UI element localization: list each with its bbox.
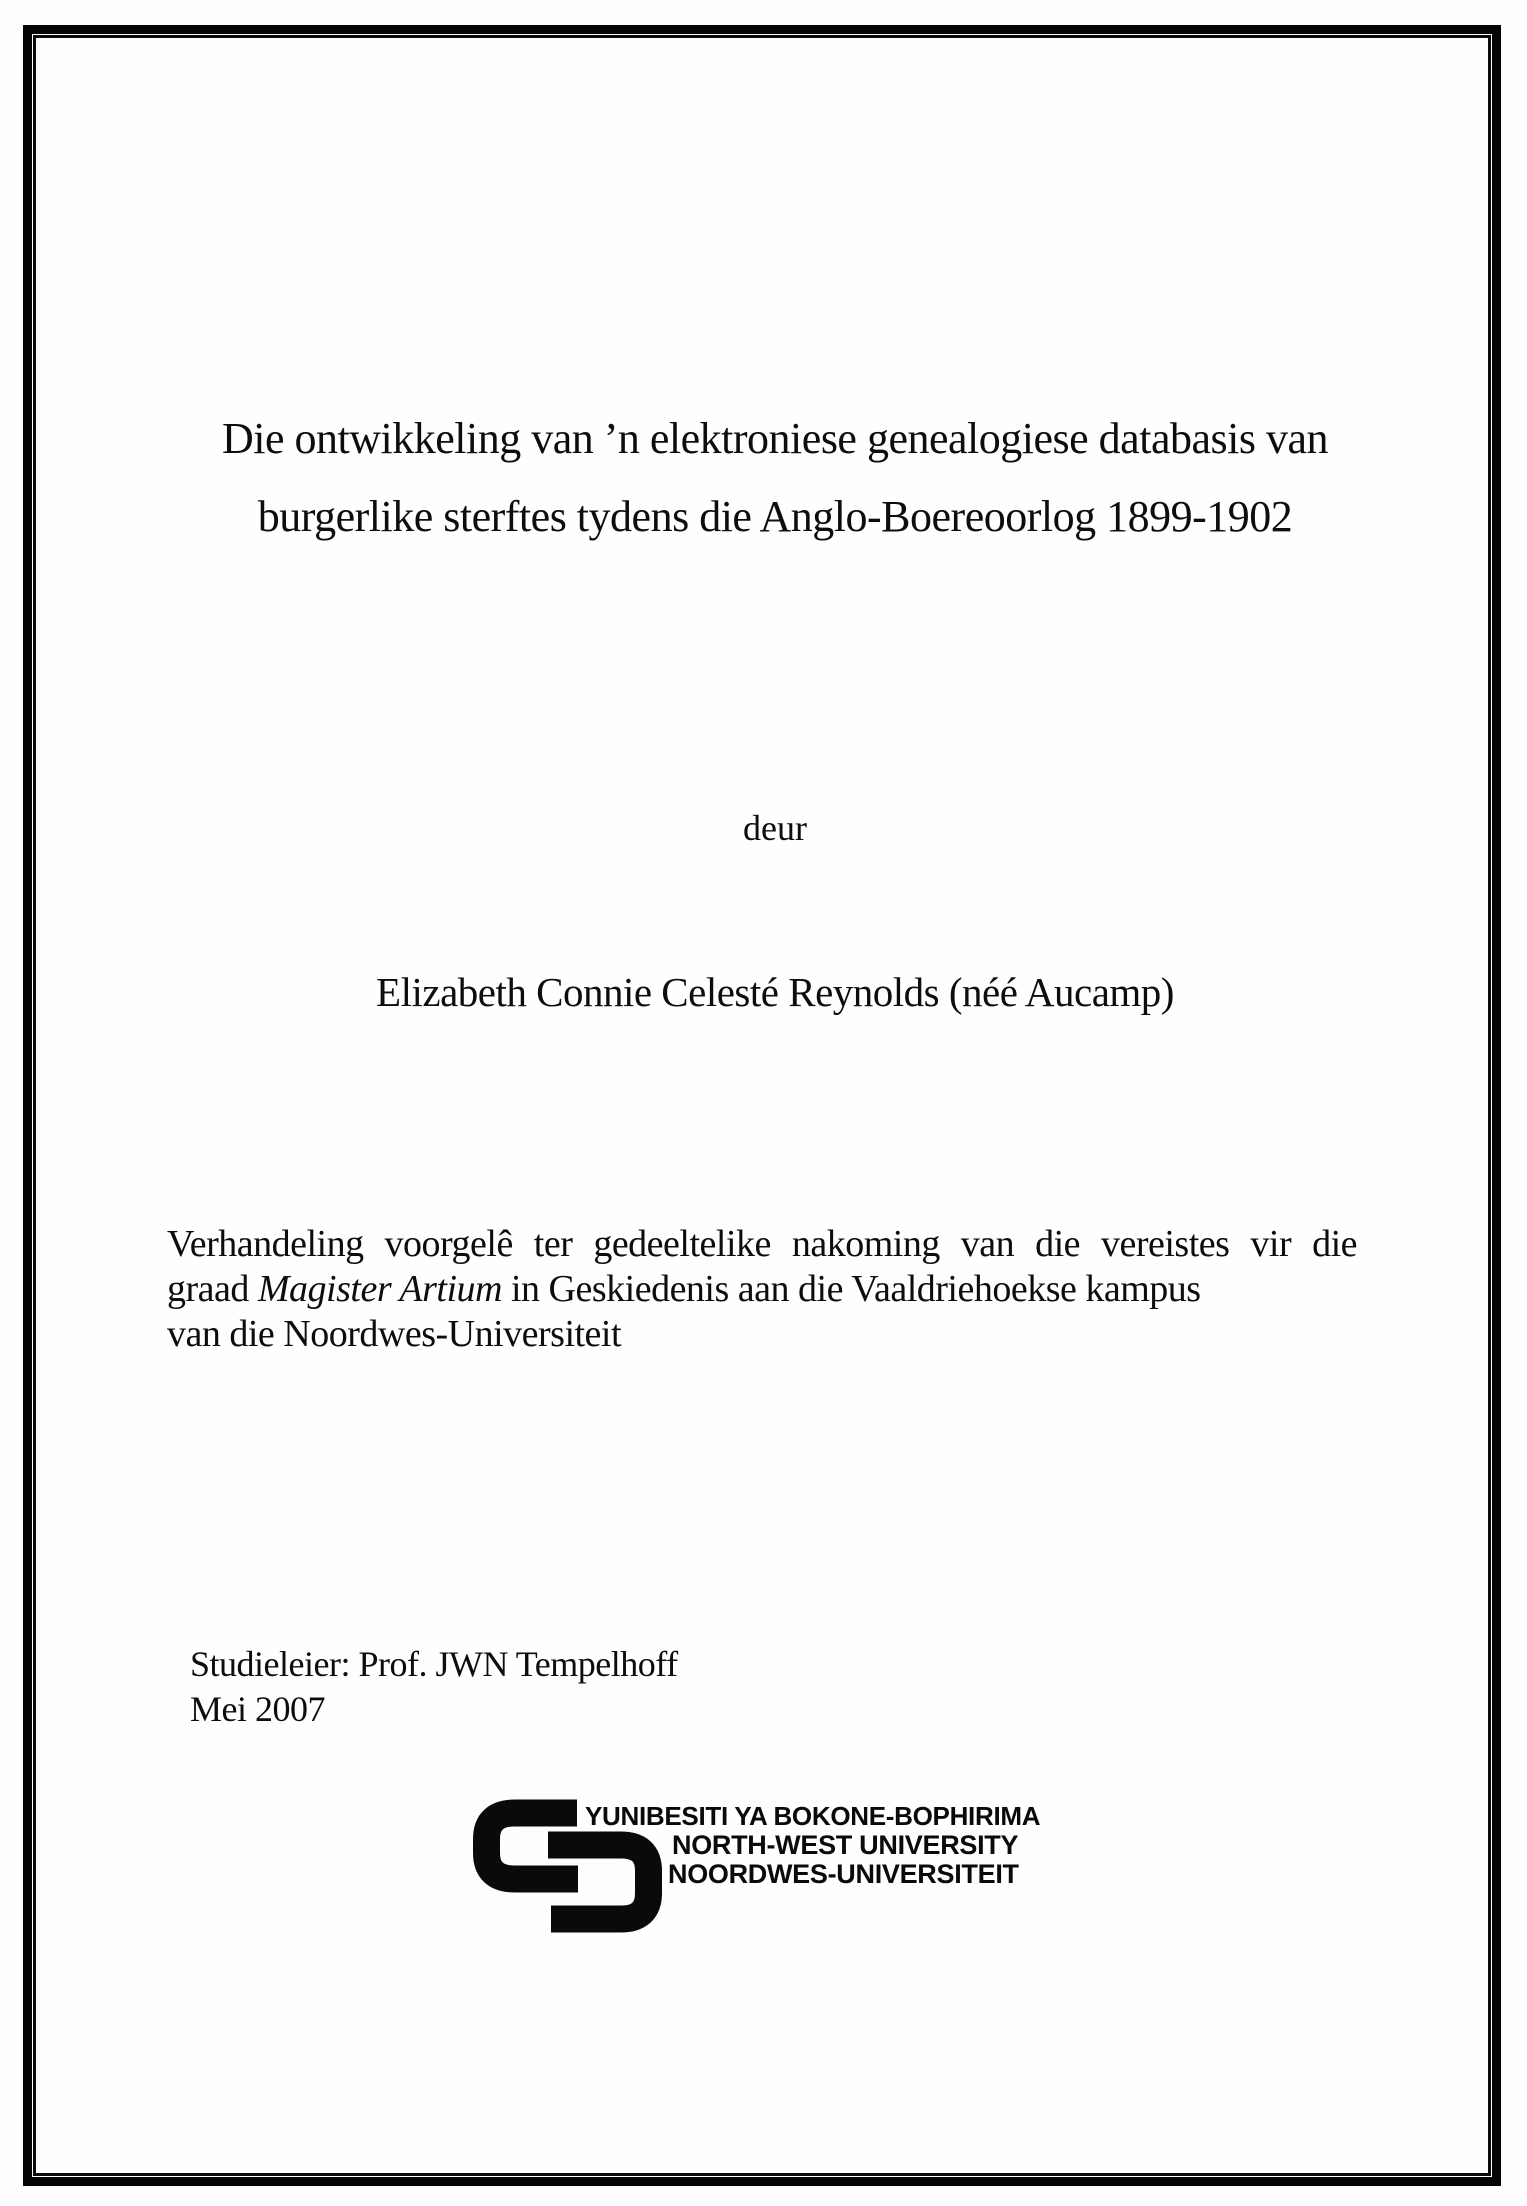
university-name-afrikaans: NOORDWES-UNIVERSITEIT: [668, 1859, 1019, 1889]
thesis-title-line2: burgerlike sterftes tydens die Anglo-Boereoorlog 1899-1902: [257, 492, 1293, 541]
thesis-title-line1: Die ontwikkeling van ’n elektroniese genealogiese databasis van: [221, 414, 1328, 463]
degree-statement-line2: [167, 1267, 1357, 1312]
degree-statement-line3: van die Noordwes-Universiteit: [167, 1313, 622, 1355]
university-name-setswana: YUNIBESITI YA BOKONE-BOPHIRIMA: [585, 1801, 1041, 1831]
thesis-title: [40, 400, 1510, 556]
supervisor-line: Studieleier: Prof. JWN Tempelhoff: [190, 1644, 678, 1684]
degree-statement: [167, 1222, 1357, 1357]
credits-block: [190, 1642, 678, 1732]
degree-statement-line2-suffix: in Geskiedenis aan die Vaaldriehoekse kampus: [501, 1268, 1201, 1310]
degree-name-italic: Magister Artium: [257, 1268, 502, 1310]
degree-statement-line1: Verhandeling voorgelê ter gedeeltelike nakoming van die vereistes vir die: [167, 1223, 1357, 1265]
degree-statement-line2-prefix: graad: [167, 1268, 258, 1310]
university-name-english: NORTH-WEST UNIVERSITY: [672, 1830, 1019, 1860]
date-line: Mei 2007: [190, 1689, 325, 1729]
byline: deur: [743, 808, 807, 848]
author-name: Elizabeth Connie Celesté Reynolds (néé Aucamp): [376, 969, 1174, 1015]
